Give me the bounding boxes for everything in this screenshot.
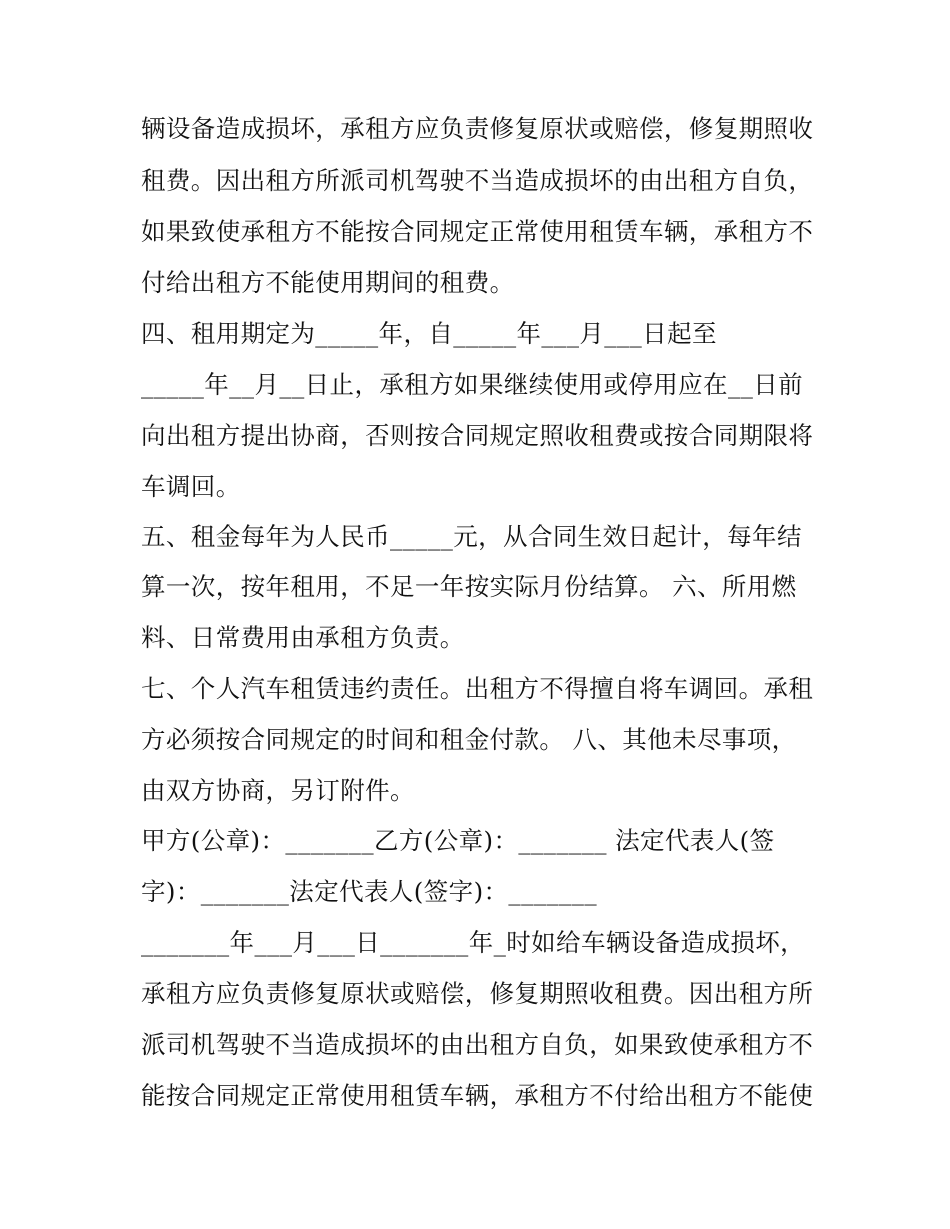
text-line: 四、租用期定为_____年，自_____年___月___日起至 xyxy=(141,319,717,348)
text-line: 字)：_______法定代表人(签字)：_______ xyxy=(141,877,597,906)
text-line: 派司机驾驶不当造成损坏的由出租方自负，如果致使承租方不 xyxy=(141,1030,814,1059)
text-line: 方必须按合同规定的时间和租金付款。 八、其他未尽事项， xyxy=(141,725,797,754)
text-line: 如果致使承租方不能按合同规定正常使用租赁车辆，承租方不 xyxy=(141,217,814,246)
text-line: 七、个人汽车租赁违约责任。出租方不得擅自将车调回。承租 xyxy=(141,674,814,703)
text-line: 租费。因出租方所派司机驾驶不当造成损坏的由出租方自负， xyxy=(141,166,814,195)
text-line: 车调回。 xyxy=(141,472,241,501)
text-line: 向出租方提出协商，否则按合同规定照收租费或按合同期限将 xyxy=(141,421,814,450)
text-line: 由双方协商，另订附件。 xyxy=(141,776,415,805)
text-line: 承租方应负责修复原状或赔偿，修复期照收租费。因出租方所 xyxy=(141,979,814,1008)
text-line: _______年___月___日_______年_时如给车辆设备造成损坏， xyxy=(141,928,806,957)
text-line: 料、日常费用由承租方负责。 xyxy=(141,623,465,652)
text-line: 五、租金每年为人民币_____元，从合同生效日起计，每年结 xyxy=(141,522,802,551)
text-line: 能按合同规定正常使用租赁车辆，承租方不付给出租方不能使 xyxy=(141,1081,814,1110)
text-line: 算一次，按年租用，不足一年按实际月份结算。 六、所用燃 xyxy=(141,572,797,601)
text-line: 付给出租方不能使用期间的租费。 xyxy=(141,268,515,297)
text-line: 辆设备造成损坏，承租方应负责修复原状或赔偿，修复期照收 xyxy=(141,114,814,143)
text-line: 甲方(公章)：_______乙方(公章)：_______ 法定代表人(签 xyxy=(141,826,775,855)
text-line: _____年__月__日止，承租方如果继续使用或停用应在__日前 xyxy=(141,370,804,399)
